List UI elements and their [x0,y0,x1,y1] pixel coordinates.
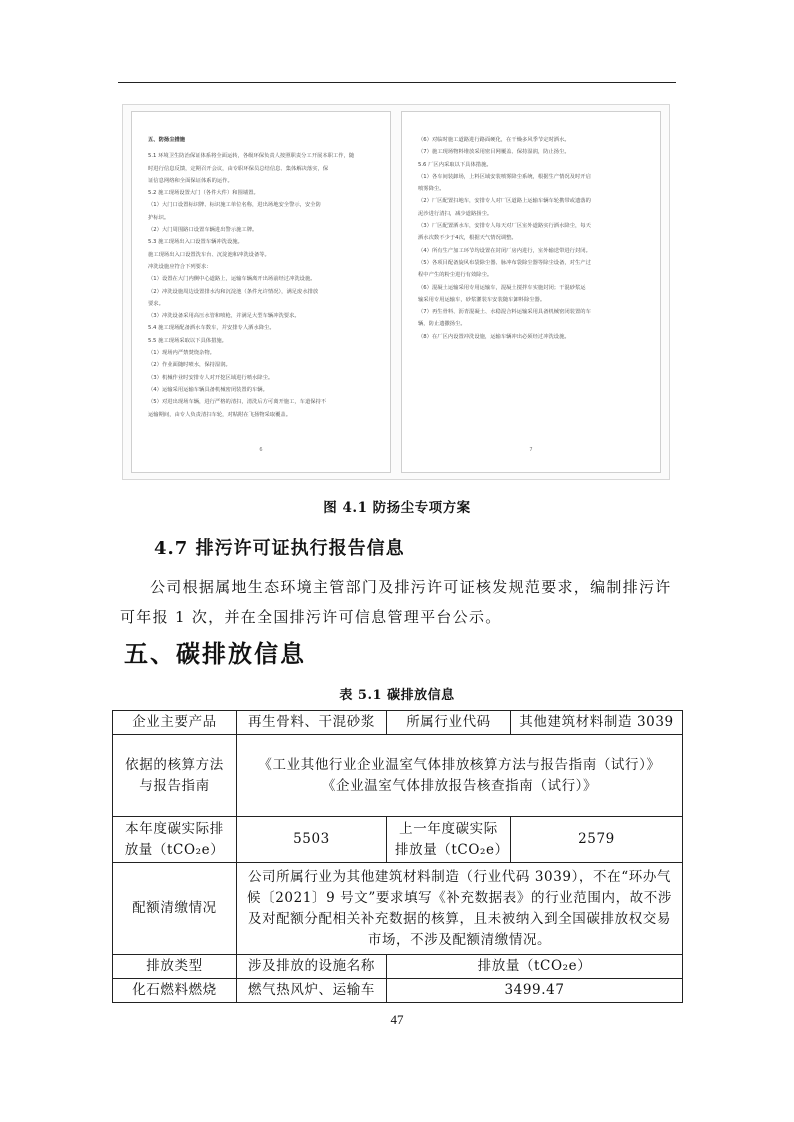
scan-page-left [131,111,391,473]
page-number: 47 [390,1012,404,1027]
scan-line: 要求。 [148,300,164,307]
scan-page-right [401,111,661,473]
section-paragraph [120,572,680,632]
scan-line: （2）厂区配置扫地车，安排专人对厂区道路上运输车辆车轮携带或遗落的 [418,198,591,205]
table-cell: 化石燃料燃烧 [113,979,237,1003]
scan-line: （2）大门周围路口设置车辆进出警示施工牌。 [148,227,258,234]
table-row [113,817,683,863]
scan-line: 冲洗设施应符合下列要求： [148,263,212,270]
table-cell: 配额清缴情况 [113,863,237,955]
table-cell: 本年度碳实际排放量（tCO₂e） [113,817,237,863]
scan-line: 5.6 厂区内采取以下具体措施。 [418,161,492,168]
scan-line: （5）对进出现场车辆，进行严格的清扫，清洗后方可离开施工，车道保持不 [148,399,327,406]
section-heading-5: 五、碳排放信息 [124,639,306,668]
table-cell: 所属行业代码 [387,711,511,735]
table-cell: 3499.47 [387,979,683,1003]
scan-line: （5）各项目配备旋风布袋除尘器、脉冲布袋除尘器等除尘设备，对生产过 [418,259,591,266]
table-cell: 再生骨料、干混砂浆 [237,711,387,735]
scan-line: （3）机械作业时安排专人对开挖区域进行喷水降尘。 [148,374,274,381]
table-cell [237,735,683,817]
scan-page-number: 7 [529,446,533,453]
scan-line: （2）冲洗设施周边设置排水沟和沉淀池（条件允许情况），满足废水排放 [148,288,319,295]
scan-line: （2）作业面随时喷水，保持湿润。 [148,362,231,369]
scan-heading: 五、防扬尘措施 [148,137,186,143]
scan-line: 辆，防止遗撒扬尘。 [418,321,466,328]
table-cell: 依据的核算方法与报告指南 [113,735,237,817]
scan-line: （7）施工现场物料堆放采用密目网覆盖、保持湿润，防止扬尘。 [418,149,570,156]
table-caption: 表 5.1 碳排放信息 [339,688,455,703]
guideline-line: 《企业温室气体排放报告核查指南（试行）》 [321,777,598,794]
guideline-line: 《工业其他行业企业温室气体排放核算方法与报告指南（试行）》 [258,756,661,773]
header-rule [118,82,676,83]
scan-line: 护标识。 [148,214,170,221]
scan-line: （4）所有生产加工环节均设置在封闭厂房内进行，室外输送带进行封闭。 [418,247,591,254]
scan-line: 程中产生的粉尘进行有效除尘。 [418,272,493,279]
scan-lines [418,134,646,343]
table-cell: 5503 [237,817,387,863]
carbon-emission-table [112,710,683,1003]
scan-line: 泥沙进行清扫，减少道路扬尘。 [418,210,493,217]
table-cell: 其他建筑材料制造 3039 [511,711,683,735]
table-cell: 企业主要产品 [113,711,237,735]
table-row [113,955,683,979]
scan-line: （4）运输采用运输车辆具备机械密闭装置的车辆。 [148,386,268,393]
scan-line: 证信息网络和全面保证体系的运作。 [148,177,233,184]
scan-line: （1）设置在大门内侧中心道路上，运输车辆离开出场前经过冲洗设施。 [148,276,316,283]
scan-line: （7）再生骨料、沥青混凝土、水稳混合料运输采用具备机械密闭装置的车 [418,309,591,316]
table-cell: 上一年度碳实际排放量（tCO₂e） [387,817,511,863]
table-row [113,711,683,735]
scan-line: （3）冲洗设备采用高压水管和喷枪，并满足大型车辆冲洗要求。 [148,313,300,320]
table-cell: 排放量（tCO₂e） [387,955,683,979]
scan-line: 5.4 施工现场配备洒水车数车，并安排专人洒水降尘。 [148,325,275,332]
table-cell: 2579 [511,817,683,863]
table-cell: 涉及排放的设施名称 [237,955,387,979]
paragraph-text: 公司根据属地生态环境主管部门及排污许可证核发规范要求，编制排污许可年报 1 次，并在全国排污许可信息管理平台公示。 [120,578,672,626]
scan-line: 输采用专用运输车，砂浆灌装车安装随车卸料除尘器。 [418,296,546,303]
scan-line: （8）在厂区内设置冲洗设施，运输车辆冲出必须经过冲洗设施。 [418,333,570,340]
table-cell: 公司所属行业为其他建筑材料制造（行业代码 3039），不在“环办气候〔2021〕9 号文”要求填写《补充数据表》的行业范围内，故不涉及对配额分配相关补充数据的核算，且未被纳入到全国碳排放权交易市场，不涉及配额清缴情况。 [237,863,683,955]
scan-line: （1）大门口设置标识牌、标识施工单位名称，进出场地安全警示，安全防 [148,202,321,209]
table-row [113,979,683,1003]
scan-line: （1）各车间装卸场，上料区域安装喷雾降尘系统，根据生产情况及时开启 [418,173,591,180]
scan-line: （6）混凝土运输采用专用运输车，混凝土搅拌车实施封闭；干混砂浆运 [418,284,586,291]
section-heading-4-7: 4.7 排污许可证执行报告信息 [154,538,405,559]
table-row [113,863,683,955]
table-cell: 排放类型 [113,955,237,979]
scan-line: 5.2 施工现场设置大门（各件大件）和围墙置。 [148,190,259,197]
scan-line: （1）现场内严禁焚烧杂物。 [148,350,215,357]
scan-lines [148,150,376,421]
scan-line: （6）对临时施工道路进行路面硬化，在干燥多风季节定时洒水。 [418,137,570,143]
figure-caption: 图 4.1 防扬尘专项方案 [323,500,471,516]
scan-line: （3）厂区配置洒水车，安排专人每天对厂区室外道路实行洒水降尘，每天 [418,223,591,230]
table-cell: 燃气热风炉、运输车 [237,979,387,1003]
table-row [113,735,683,817]
scan-line: 5.5 施工现场采取以下具体措施。 [148,337,227,344]
scan-line: 喷雾降尘。 [418,186,445,193]
scan-line: 施工现场出入口设置洗车台、沉淀池和冲洗设备等。 [148,251,270,258]
scan-line: 5.1 环境卫生防治保证体系将全面运转，各级环保负责人按照职责分工开展本职工作，随 [148,153,355,160]
scan-page-number: 6 [259,446,263,453]
scan-line: 运输期间，由专人负责清扫车轮，对粘附在飞扬物采取覆盖。 [148,411,292,418]
scan-line: 洒水次数不少于4次，根据天气情况调整。 [418,235,517,242]
scan-line: 5.3 施工现场出入口设置车辆冲洗设施。 [148,239,243,246]
scan-line: 时进行信息反馈，定期召开会议，由专职环保员总结信息、集体解决落实，保 [148,165,329,172]
figure-dust-control-plan [122,104,670,480]
